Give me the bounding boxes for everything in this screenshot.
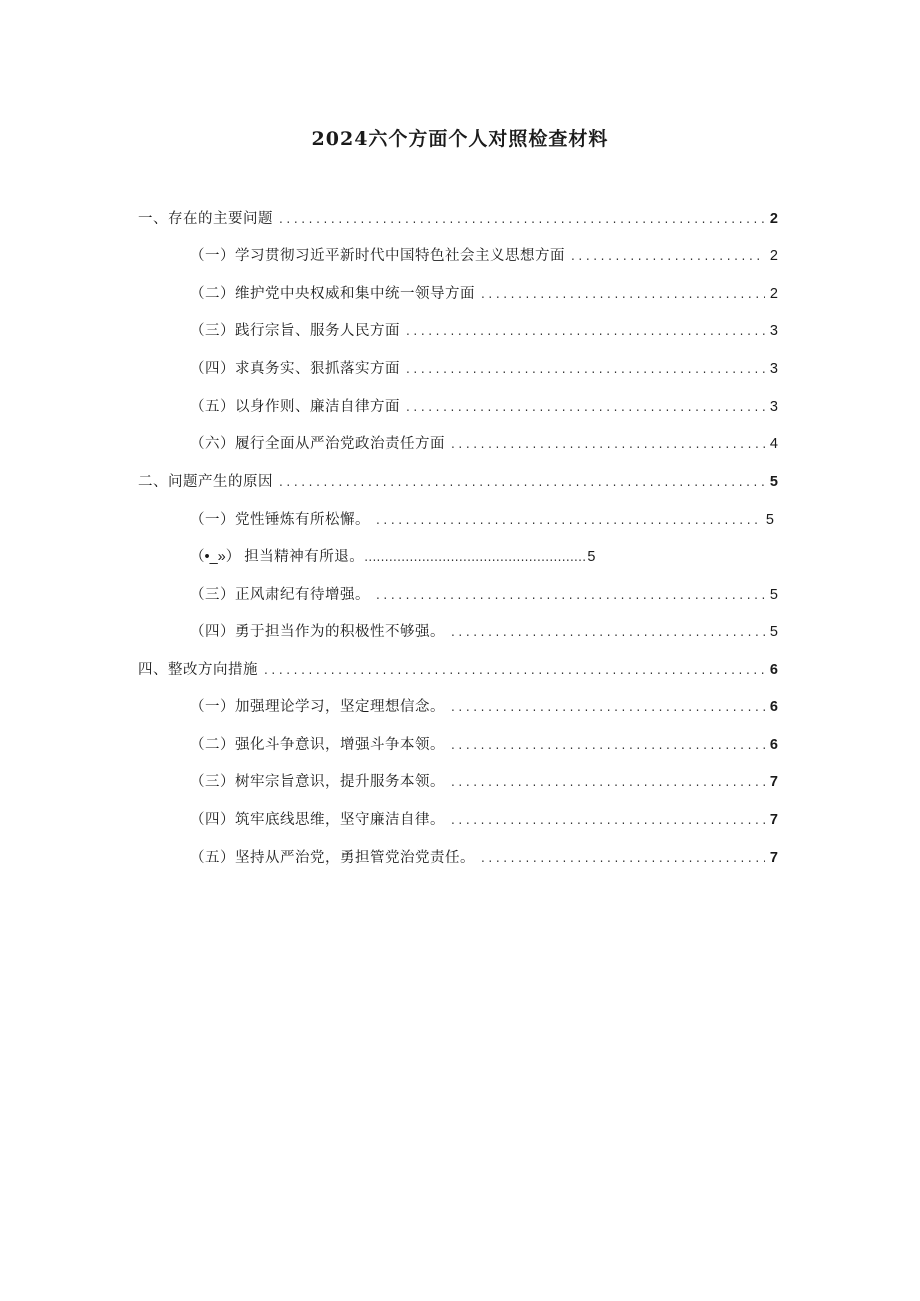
toc-entry-subsection[interactable] [190, 620, 778, 642]
toc-entry-page: 4 [769, 436, 778, 452]
toc-entry-subsection[interactable] [190, 695, 778, 717]
toc-entry-section-4[interactable] [138, 658, 778, 680]
toc-leader-dots [481, 851, 765, 865]
toc-entry-page: 3 [769, 399, 778, 415]
toc-leader-dots [279, 475, 765, 489]
toc-entry-page: 5 [587, 549, 596, 565]
toc-entry-page: 6 [769, 737, 778, 753]
toc-leader-dots [451, 775, 765, 789]
toc-entry-label: （四）筑牢底线思维，坚守廉洁自律。 [190, 812, 445, 828]
toc-entry-page: 6 [769, 662, 778, 678]
toc-leader-dots [364, 550, 586, 564]
toc-entry-label: 二、问题产生的原因 [138, 474, 273, 490]
toc-entry-section-2[interactable] [138, 470, 778, 492]
toc-leader-dots [406, 362, 765, 376]
toc-entry-label: （四）求真务实、狠抓落实方面 [190, 361, 400, 377]
toc-entry-label: （三）正风肃纪有待增强。 [190, 587, 370, 603]
toc-entry-label: （五）以身作则、廉洁自律方面 [190, 399, 400, 415]
toc-leader-dots [376, 513, 761, 527]
toc-leader-dots [451, 813, 765, 827]
toc-entry-subsection[interactable] [190, 770, 778, 792]
toc-entry-page: 2 [769, 286, 778, 302]
toc-leader-dots [451, 700, 765, 714]
toc-entry-subsection[interactable] [190, 733, 778, 755]
toc-entry-label: 四、整改方向措施 [138, 662, 258, 678]
toc-entry-page: 2 [769, 211, 778, 227]
toc-leader-dots [406, 400, 765, 414]
toc-entry-subsection[interactable] [190, 357, 778, 379]
toc-entry-subsection[interactable] [190, 808, 778, 830]
toc-entry-page: 5 [765, 512, 774, 528]
toc-entry-page: 7 [769, 812, 778, 828]
toc-entry-page: 3 [769, 323, 778, 339]
toc-leader-dots [451, 738, 765, 752]
toc-entry-label: （二）维护党中央权威和集中统一领导方面 [190, 286, 475, 302]
toc-entry-subsection[interactable] [190, 244, 778, 266]
toc-entry-label: （一）学习贯彻习近平新时代中国特色社会主义思想方面 [190, 248, 565, 264]
toc-entry-subsection[interactable] [190, 846, 778, 868]
toc-entry-label: （四）勇于担当作为的积极性不够强。 [190, 624, 445, 640]
document-title: 2024六个方面个人对照检查材料 [311, 128, 609, 150]
toc-entry-subsection[interactable] [190, 508, 774, 530]
toc-leader-dots [481, 287, 765, 301]
toc-entry-page: 6 [769, 699, 778, 715]
toc-entry-label: （六）履行全面从严治党政治责任方面 [190, 436, 445, 452]
toc-entry-label: （三）树牢宗旨意识，提升服务本领。 [190, 774, 445, 790]
toc-entry-label: （五）坚持从严治党，勇担管党治党责任。 [190, 850, 475, 866]
toc-entry-page: 5 [769, 474, 778, 490]
toc-entry-subsection[interactable] [190, 319, 778, 341]
toc-entry-subsection[interactable] [190, 545, 595, 567]
toc-entry-subsection[interactable] [190, 432, 778, 454]
toc-entry-page: 3 [769, 361, 778, 377]
toc-entry-page: 7 [769, 850, 778, 866]
toc-entry-subsection[interactable] [190, 583, 778, 605]
toc-entry-label: 一、存在的主要问题 [138, 211, 273, 227]
toc-leader-dots [264, 663, 765, 677]
toc-entry-page: 5 [769, 587, 778, 603]
toc-entry-prefix: （•_»） [190, 549, 241, 565]
toc-leader-dots [451, 625, 765, 639]
toc-entry-label: （一）加强理论学习，坚定理想信念。 [190, 699, 445, 715]
toc-entry-label: （三）践行宗旨、服务人民方面 [190, 323, 400, 339]
toc-leader-dots [376, 588, 765, 602]
toc-entry-subsection[interactable] [190, 395, 778, 417]
toc-leader-dots [451, 437, 765, 451]
toc-entry-label: （二）强化斗争意识，增强斗争本领。 [190, 737, 445, 753]
toc-leader-dots [279, 212, 765, 226]
toc-entry-subsection[interactable] [190, 282, 778, 304]
toc-leader-dots [406, 324, 765, 338]
toc-entry-label: （一）党性锤炼有所松懈。 [190, 512, 370, 528]
toc-entry-page: 5 [769, 624, 778, 640]
toc-leader-dots [571, 249, 765, 263]
toc-entry-page: 2 [769, 248, 778, 264]
toc-entry-label: 担当精神有所退。 [244, 549, 365, 565]
toc-entry-section-1[interactable] [138, 207, 778, 229]
toc-entry-page: 7 [769, 774, 778, 790]
